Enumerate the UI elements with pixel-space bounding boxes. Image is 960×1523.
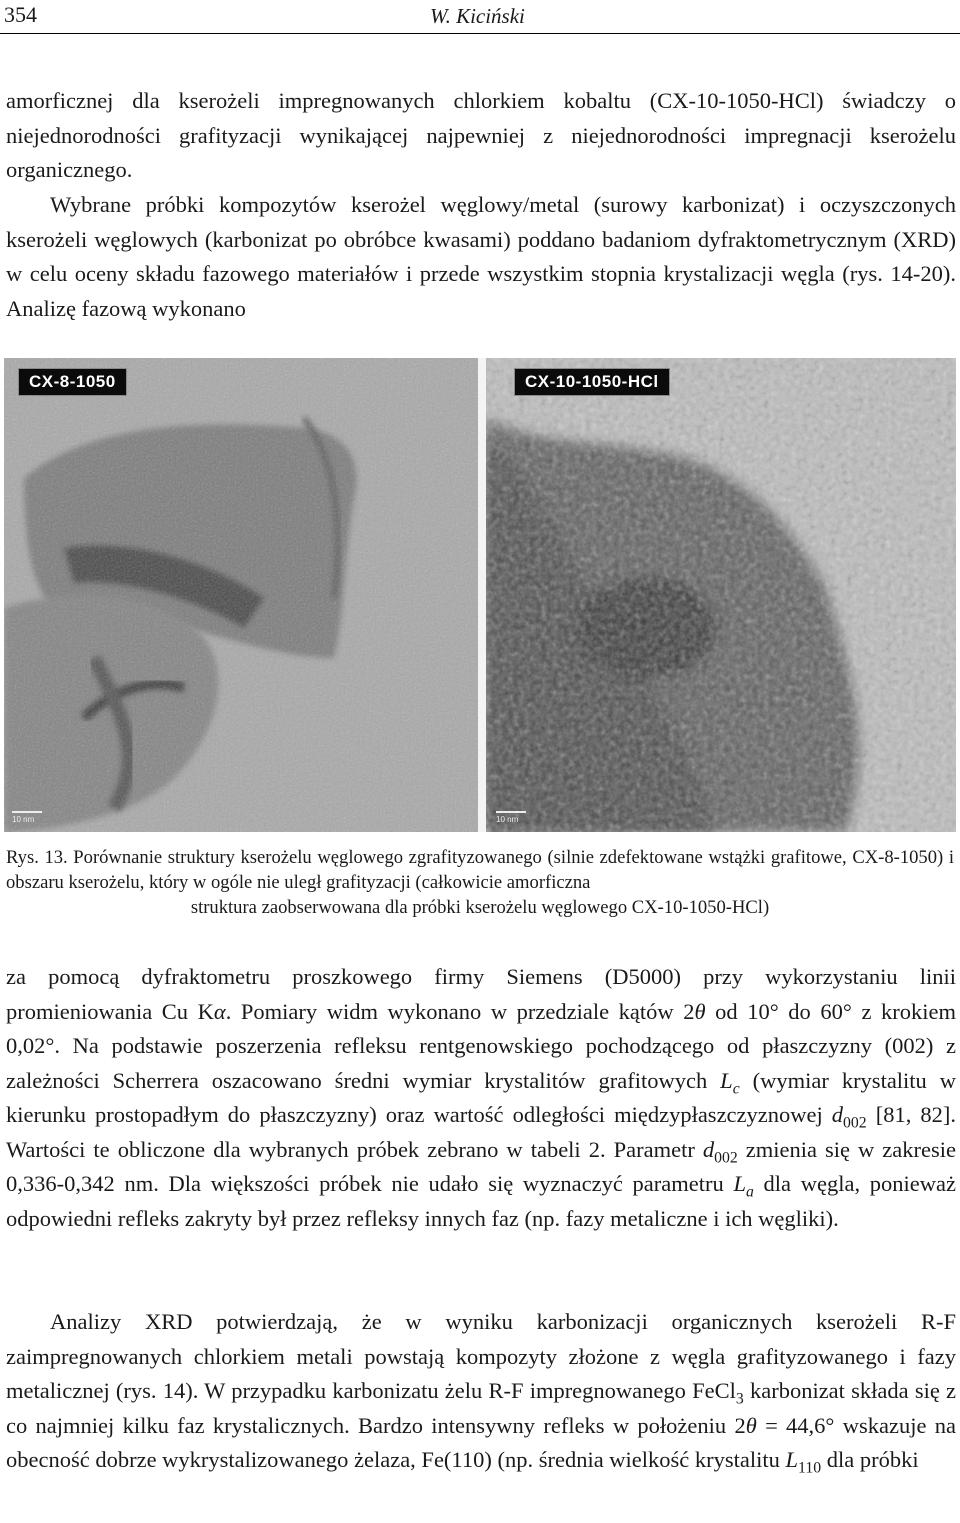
figure-tem-images	[4, 358, 956, 832]
p4-text-2: karbonizat składa się z co najmniej kilku faz krystalicznych. Bardzo intensywny refleks w położeniu 2	[6, 1378, 957, 1438]
scale-bar-right: 10 nm	[496, 811, 526, 824]
p4-text-1: Analizy XRD potwierdzają, że w wyniku karbonizacji organicznych kserożeli R-F zaimpregnowanych chlorkiem metali powstają kompozyty złożone z węgla grafityzowanego i fazy metalicznej (rys. 14). W przypadku karbonizatu żelu R-F impregnowanego FeCl	[6, 1309, 956, 1403]
p3-text-5: [81, 82]. Wartości te obliczone dla wybranych próbek zebrano w tabeli 2. Parametr	[6, 1102, 956, 1162]
p4-text-4: dla próbki	[821, 1447, 919, 1472]
p3-d-symbol: d	[831, 1102, 844, 1127]
tem-image-amorphous	[486, 358, 956, 832]
p3-lc-subscript: c	[732, 1080, 740, 1097]
header-rule	[0, 33, 960, 34]
scale-bar-left: 10 nm	[12, 811, 42, 824]
running-head: W. Kiciński	[430, 4, 525, 28]
p4-l-subscript: 110	[798, 1459, 822, 1477]
paragraph-4	[6, 1305, 956, 1478]
p3-text-1: za pomocą dyfraktometru proszkowego firmy Siemens (D5000) przy wykorzystaniu linii promieniowania Cu K	[6, 964, 956, 1024]
p3-text-4: (wymiar krystalitu w kierunku prostopadłym do płaszczyzny) oraz wartość odległości międzypłaszczyznowej	[6, 1067, 957, 1127]
p3-theta: θ	[694, 998, 706, 1024]
tem-amorphous-render	[486, 358, 956, 832]
p4-theta: θ	[745, 1412, 757, 1438]
page-header	[0, 0, 960, 36]
p3-la-symbol: L	[733, 1171, 746, 1196]
p3-d-subscript-2: 002	[714, 1149, 738, 1166]
figure-caption	[6, 845, 954, 920]
p3-lc-symbol: L	[720, 1067, 733, 1093]
p4-text-3: = 44,6° wskazuje na obecność dobrze wykrystalizowanego żelaza, Fe(110) (np. średnia wielkość krystalitu	[6, 1412, 956, 1472]
caption-main: Rys. 13. Porównanie struktury kserożelu węglowego zgrafityzowanego (silnie zdefektowane wstążki grafitowe, CX-8-1050) i obszaru kserożelu, który w ogóle nie uległ grafityzacji (całkowicie amorficzna	[6, 847, 954, 893]
p3-text-7: dla węgla, ponieważ odpowiedni refleks zakryty był przez refleksy innych faz (np. fazy metaliczne i ich węgliki).	[6, 1171, 956, 1231]
p3-la-subscript: a	[745, 1183, 754, 1201]
p3-d-subscript: 002	[843, 1114, 867, 1132]
paragraph-2: Wybrane próbki kompozytów kserożel węglowy/metal (surowy karbonizat) i oczyszczonych kserożeli węglowych (karbonizat po obróbce kwasami) poddano badaniom dyfraktometrycznym (XRD) w celu oceny składu fazowego materiałów i przede wszystkim stopnia krystalizacji węgla (rys. 14-20). Analizę fazową wykonano	[6, 192, 956, 321]
tem-label-right: CX-10-1050-HCl	[514, 368, 670, 396]
caption-last-line: struktura zaobserwowana dla próbki kserożelu węglowego CX-10-1050-HCl)	[190, 897, 770, 918]
p4-fecl-subscript: 3	[735, 1390, 744, 1408]
tem-graphitized-render	[4, 358, 478, 832]
paragraph-3	[6, 960, 956, 1236]
page-number: 354	[4, 2, 37, 27]
tem-image-graphitized	[4, 358, 478, 832]
p4-l-symbol: L	[785, 1447, 799, 1472]
paragraph-1: amorficznej dla kserożeli impregnowanych chlorkiem kobaltu (CX-10-1050-HCl) świadczy o niejednorodności grafityzacji wynikającej najpewniej z niejednorodności impregnacji kserożelu organicznego.	[6, 88, 956, 182]
tem-label-left: CX-8-1050	[18, 368, 127, 396]
p3-alpha: α	[213, 998, 226, 1024]
p3-text-6: zmienia się w zakresie 0,336-0,342 nm. Dla większości próbek nie udało się wyznaczyć parametru	[6, 1136, 956, 1196]
figure-divider	[478, 358, 486, 832]
p3-text-2: . Pomiary widm wykonano w przedziale kątów 2	[225, 998, 695, 1024]
p3-text-3: od 10° do 60° z krokiem 0,02°. Na podstawie poszerzenia refleksu rentgenowskiego pochodzącego od płaszczyzny (002) z zależności Scherrera oszacowano średni wymiar krystalitów grafitowych	[6, 998, 956, 1093]
p3-d-symbol-2: d	[702, 1136, 715, 1162]
